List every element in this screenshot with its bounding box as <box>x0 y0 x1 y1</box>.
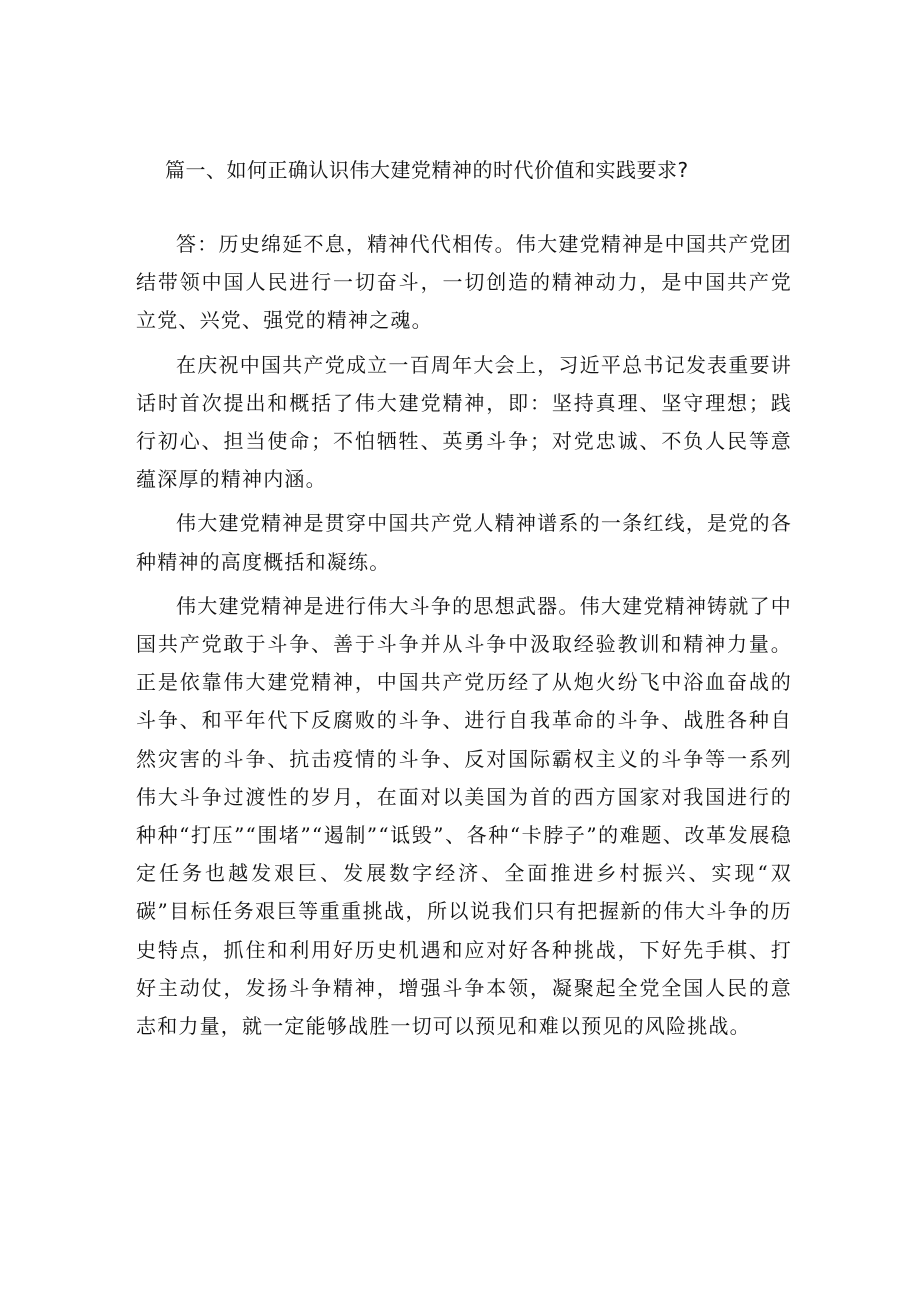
paragraph-definition: 在庆祝中国共产党成立一百周年大会上，习近平总书记发表重要讲话时首次提出和概括了伟大建党精神，即：坚持真理、坚守理想；践行初心、担当使命；不怕牺牲、英勇斗争；对党忠诚、不负人民等意蕴深厚的精神内涵。 <box>136 352 792 492</box>
document-body <box>136 225 792 1045</box>
paragraph-struggle: 伟大建党精神是进行伟大斗争的思想武器。伟大建党精神铸就了中国共产党敢于斗争、善于斗争并从斗争中汲取经验教训和精神力量。正是依靠伟大建党精神，中国共产党历经了从炮火纷飞中浴血奋战的斗争、和平年代下反腐败的斗争、进行自我革命的斗争、战胜各种自然灾害的斗争、抗击疫情的斗争、反对国际霸权主义的斗争等一系列伟大斗争过渡性的岁月，在面对以美国为首的西方国家对我国进行的种种“打压”“围堵”“遏制”“诋毁”、各种“卡脖子”的难题、改革发展稳定任务也越发艰巨、发展数字经济、全面推进乡村振兴、实现“双碳”目标任务艰巨等重重挑战，所以说我们只有把握新的伟大斗争的历史特点，抓住和利用好历史机遇和应对好各种挑战，下好先手棋、打好主动仗，发扬斗争精神，增强斗争本领，凝聚起全党全国人民的意志和力量，就一定能够战胜一切可以预见和难以预见的风险挑战。 <box>136 593 792 1039</box>
paragraph-answer-intro: 答：历史绵延不息，精神代代相传。伟大建党精神是中国共产党团结带领中国人民进行一切奋斗，一切创造的精神动力，是中国共产党立党、兴党、强党的精神之魂。 <box>136 232 792 333</box>
document-title: 篇一、如何正确认识伟大建党精神的时代价值和实践要求? <box>165 158 689 182</box>
paragraph-red-line: 伟大建党精神是贯穿中国共产党人精神谱系的一条红线，是党的各种精神的高度概括和凝练。 <box>136 511 792 574</box>
